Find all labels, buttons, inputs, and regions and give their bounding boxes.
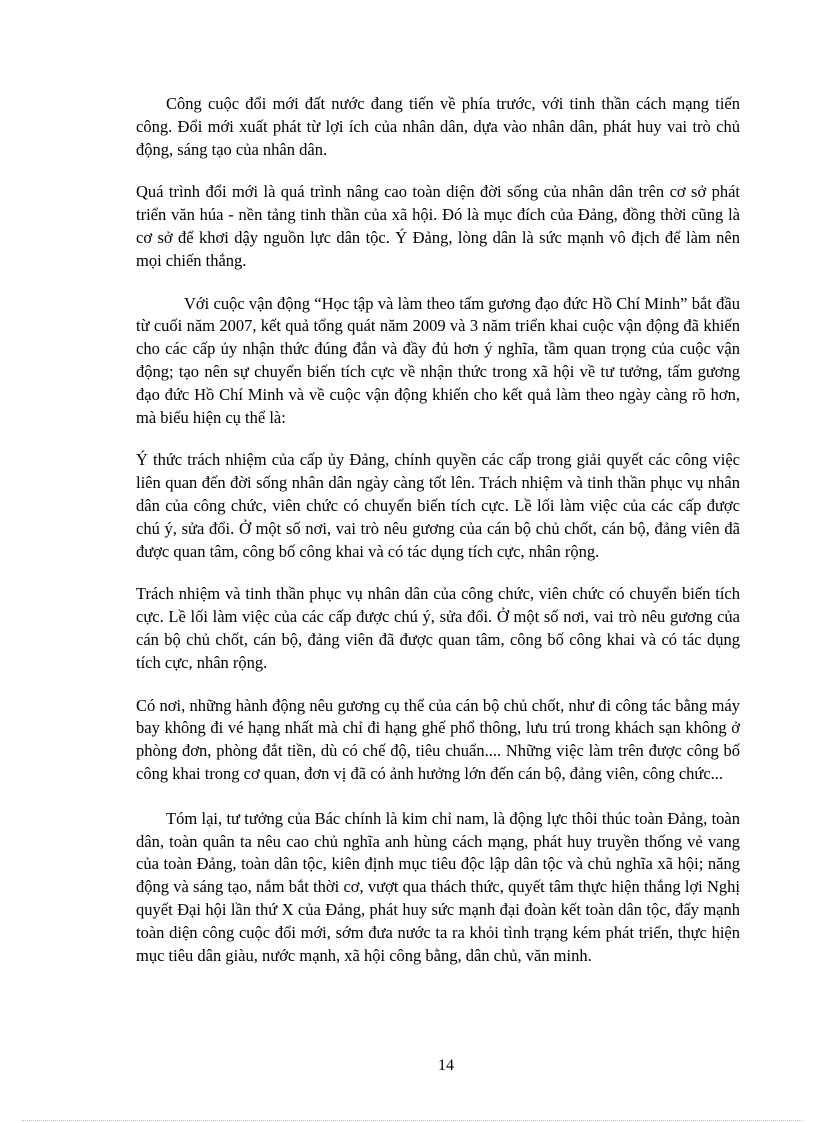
paragraph-co-noi: Có nơi, những hành động nêu gương cụ thể của cán bộ chủ chốt, như đi công tác bằng máy bay không đi vé hạng nhất mà chỉ đi hạng ghế phổ thông, lưu trú trong khách sạn không ở phòng đơn, phòng đắt tiền, dù có chế độ, tiêu chuẩn.... Những việc làm trên được công bố công khai trong cơ quan, đơn vị đã có ảnh hưởng lớn đến cán bộ, đảng viên, công chức... xyxy=(136,695,740,783)
page-number: 14 xyxy=(438,1057,454,1074)
paragraph-doi-moi: Công cuộc đổi mới đất nước đang tiến về phía trước, với tinh thần cách mạng tiến công. Đổi mới xuất phát từ lợi ích của nhân dân, dựa vào nhân dân, phát huy vai trò chủ động, sáng tạo của nhân dân. xyxy=(136,94,740,159)
paragraph-trach-nhiem: Trách nhiệm và tinh thần phục vụ nhân dân của công chức, viên chức có chuyển biến tích cực. Lề lối làm việc của các cấp được chú ý, sửa đổi. Ở một số nơi, vai trò nêu gương của cán bộ chủ chốt, cán bộ, đảng viên đã được quan tâm, công bố công khai và có tác dụng tích cực, nhân rộng. xyxy=(136,584,740,672)
paragraph-qua-trinh-doi-moi: Quá trình đổi mới là quá trình nâng cao toàn diện đời sống của nhân dân trên cơ sở phát triển văn húa - nền tảng tinh thần của xã hội. Đó là mục đích của Đảng, đồng thời cũng là cơ sở để khơi dậy nguồn lực dân tộc. Ý Đảng, lòng dân là sức mạnh vô địch để làm nên mọi chiến thắng. xyxy=(136,182,740,270)
page-bottom-divider xyxy=(22,1120,802,1121)
paragraph-tom-lai: Tóm lại, tư tưởng của Bác chính là kim chỉ nam, là động lực thôi thúc toàn Đảng, toàn dân, toàn quân ta nêu cao chủ nghĩa anh hùng cách mạng, phát huy truyền thống vẻ vang của toàn Đảng, toàn dân tộc, kiên định mục tiêu độc lập dân tộc và chủ nghĩa xã hội; năng động và sáng tạo, nắm bắt thời cơ, vượt qua thách thức, quyết tâm thực hiện thắng lợi Nghị quyết Đại hội lần thứ X của Đảng, phát huy sức mạnh đại đoàn kết toàn dân tộc, đẩy mạnh toàn diện công cuộc đổi mới, sớm đưa nước ta ra khỏi tình trạng kém phát triển, thực hiện mục tiêu dân giàu, nước mạnh, xã hội công bằng, dân chủ, văn minh. xyxy=(136,808,740,965)
paragraph-y-thuc-trach-nhiem: Ý thức trách nhiệm của cấp ủy Đảng, chính quyền các cấp trong giải quyết các công việc liên quan đến đời sống nhân dân ngày càng tốt lên. Trách nhiệm và tinh thần phục vụ nhân dân của công chức, viên chức có chuyển biến tích cực. Lề lối làm việc của các cấp được chú ý, sửa đổi. Ở một số nơi, vai trò nêu gương của cán bộ chủ chốt, cán bộ, đảng viên đã được quan tâm, công bố công khai và có tác dụng tích cực, nhân rộng. xyxy=(136,450,740,561)
document-body xyxy=(136,93,740,967)
paragraph-cuoc-van-dong: Với cuộc vận động “Học tập và làm theo tấm gương đạo đức Hồ Chí Minh” bắt đầu từ cuối năm 2007, kết quả tổng quát năm 2009 và 3 năm triển khai cuộc vận động đã khiến cho các cấp ủy nhận thức đúng đắn và đầy đủ hơn ý nghĩa, tầm quan trọng của cuộc vận động; tạo nên sự chuyển biến tích cực về nhận thức trong xã hội về tư tưởng, tấm gương đạo đức Hồ Chí Minh và về cuộc vận động khiến cho kết quả làm theo ngày càng rõ hơn, mà biểu hiện cụ thể là: xyxy=(136,293,740,427)
